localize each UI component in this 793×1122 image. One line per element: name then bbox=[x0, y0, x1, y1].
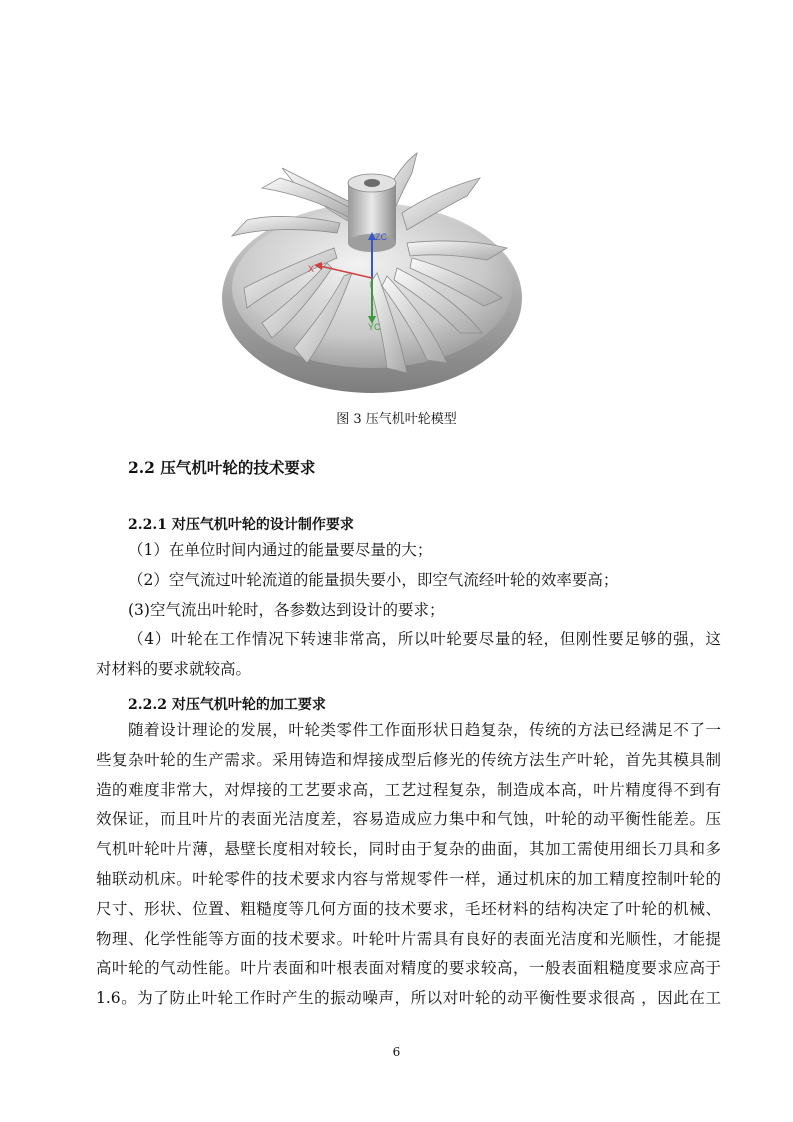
figure-caption: 图 3 压气机叶轮模型 bbox=[336, 412, 457, 427]
paragraph-line: 气机叶轮叶片薄，悬壁长度相对较长，同时由于复杂的曲面，其加工需使用细长刀具和多 bbox=[96, 840, 721, 859]
list-item: （2）空气流过叶轮流道的能量损失要小，即空气流经叶轮的效率要高； bbox=[128, 570, 619, 589]
section-heading: 2.2 压气机叶轮的技术要求 bbox=[128, 458, 316, 477]
paragraph-line: 效保证，而且叶片的表面光洁度差，容易造成应力集中和气蚀，叶轮的动平衡性能差。压 bbox=[96, 810, 721, 829]
list-item: （1）在单位时间内通过的能量要尽量的大； bbox=[128, 541, 433, 559]
axis-label-x: X bbox=[308, 264, 315, 274]
machining-requirements-paragraph bbox=[96, 716, 721, 1014]
list-item: （4）叶轮在工作情况下转速非常高，所以叶轮要尽量的轻，但刚性要足够的强，这 bbox=[128, 630, 721, 649]
paragraph-line: 1.6。为了防止叶轮工作时产生的振动噪声，所以对叶轮的动平衡性要求很高 ，因此在工 bbox=[96, 989, 721, 1008]
list-item-continuation: 对材料的要求就较高。 bbox=[96, 660, 252, 679]
paragraph-line: 些复杂叶轮的生产需求。采用铸造和焊接成型后修光的传统方法生产叶轮，首先其模具制 bbox=[96, 750, 721, 769]
list-item: (3)空气流出叶轮时，各参数达到设计的要求； bbox=[128, 600, 445, 619]
paragraph-line: 轴联动机床。叶轮零件的技术要求内容与常规零件一样，通过机床的加工精度控制叶轮的 bbox=[96, 869, 721, 888]
axis-label-y: YC bbox=[368, 322, 381, 332]
paragraph-line: 物理、化学性能等方面的技术要求。叶轮叶片需具有良好的表面光洁度和光顺性，才能提 bbox=[96, 929, 721, 948]
paragraph-line: 随着设计理论的发展，叶轮类零件工作面形状日趋复杂，传统的方法已经满足不了一 bbox=[128, 721, 721, 739]
paragraph-line: 高叶轮的气动性能。叶片表面和叶根表面对精度的要求较高，一般表面粗糙度要求应高于 bbox=[96, 959, 721, 978]
design-requirements-list bbox=[96, 536, 721, 685]
page-number: 6 bbox=[392, 1045, 401, 1059]
impeller-bore bbox=[364, 179, 380, 187]
impeller-image bbox=[212, 148, 542, 398]
paragraph-line: 造的难度非常大，对焊接的工艺要求高，工艺过程复杂，制造成本高，叶片精度得不到有 bbox=[96, 780, 721, 799]
axis-label-z: ZC bbox=[375, 232, 387, 242]
subsection-heading-design: 2.2.1 对压气机叶轮的设计制作要求 bbox=[128, 517, 354, 533]
subsection-heading-machining: 2.2.2 对压气机叶轮的加工要求 bbox=[128, 697, 326, 713]
impeller-figure bbox=[212, 148, 542, 398]
paragraph-line: 尺寸、形状、位置、粗糙度等几何方面的技术要求，毛坯材料的结构决定了叶轮的机械、 bbox=[96, 899, 721, 918]
